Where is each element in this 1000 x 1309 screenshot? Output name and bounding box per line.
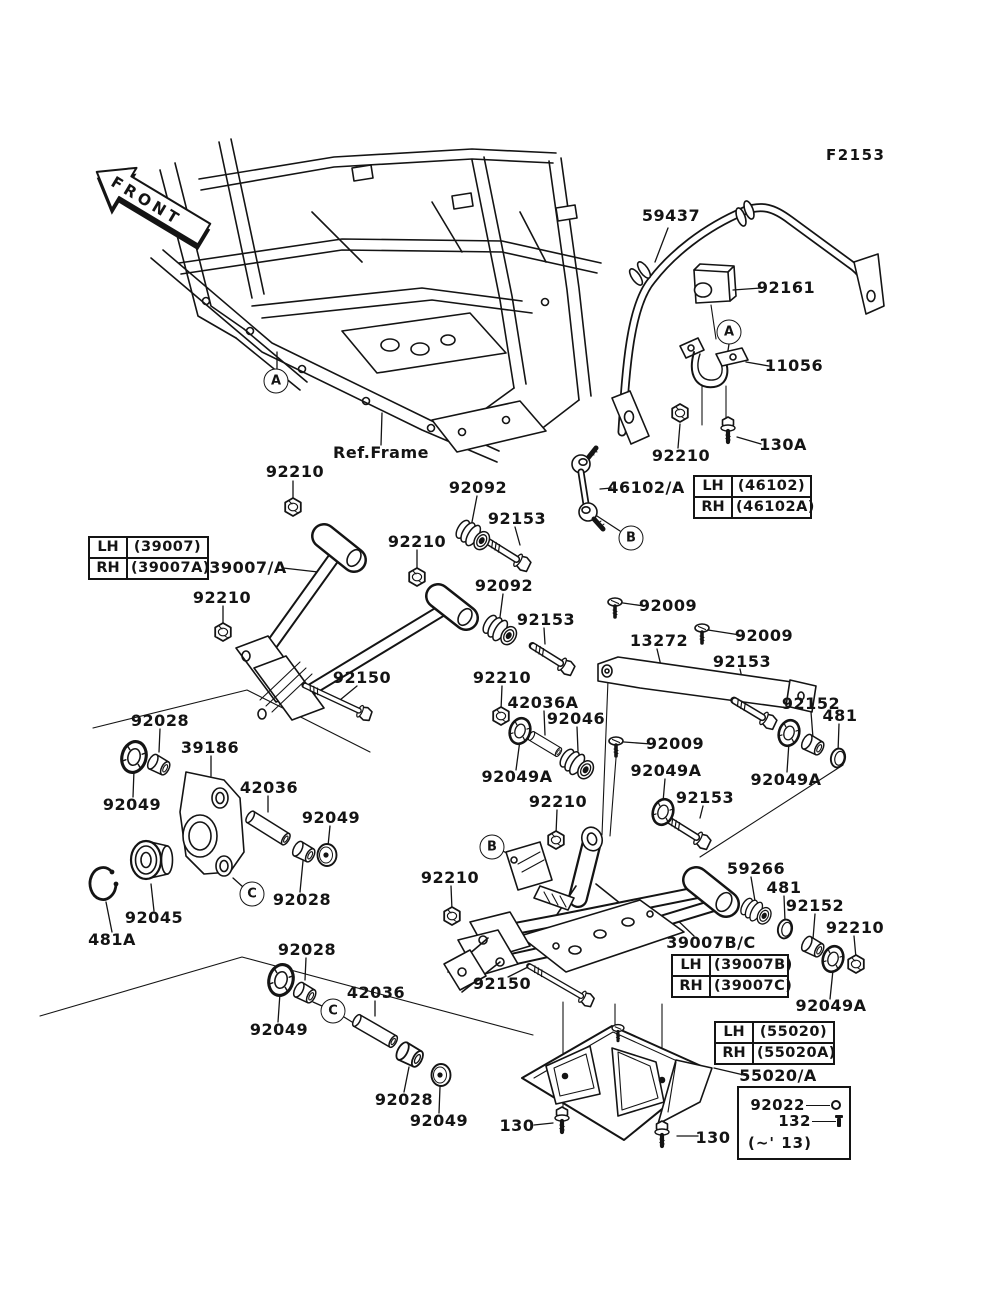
callout-b: B <box>480 835 505 860</box>
part-label-92049: 92049 <box>409 1111 469 1130</box>
lh-rh-table-39007bc <box>671 954 793 998</box>
part-label-92028: 92028 <box>272 890 332 909</box>
collar-icon <box>291 840 318 864</box>
part-label-11056: 11056 <box>764 356 824 375</box>
screw-icon <box>608 598 622 617</box>
clamp-11056 <box>680 338 748 387</box>
model-year-note: (~' 13) <box>748 1134 812 1152</box>
part-label-92210: 92210 <box>420 868 480 887</box>
part-label-92092: 92092 <box>474 576 534 595</box>
part-label-39007B/C: 39007B/C <box>666 933 756 952</box>
rubber-bushing-icon <box>738 895 775 927</box>
part-label-92049A: 92049A <box>630 761 702 780</box>
part-label-39007/A: 39007/A <box>209 558 287 577</box>
nut-icon <box>493 707 509 725</box>
oil-seal-icon <box>265 962 296 998</box>
callout-a: A <box>264 369 289 394</box>
part-label-92028: 92028 <box>374 1090 434 1109</box>
table-row: LH (46102) <box>695 477 810 496</box>
front-arrow <box>82 151 218 262</box>
part-label-481: 481 <box>766 878 802 897</box>
frame-drawing <box>151 139 601 462</box>
part-label-92210: 92210 <box>472 668 532 687</box>
part-label-92210: 92210 <box>651 446 711 465</box>
part-label-92210: 92210 <box>825 918 885 937</box>
collar-icon <box>292 981 319 1005</box>
part-label-92009: 92009 <box>734 626 794 645</box>
lh-rh-table-46102 <box>693 475 815 519</box>
washer-icon <box>776 918 794 939</box>
part-label-92028: 92028 <box>277 940 337 959</box>
part-label-92045: 92045 <box>124 908 184 927</box>
part-label-481: 481 <box>822 706 858 725</box>
part-label-42036: 42036 <box>239 778 299 797</box>
part-label-92210: 92210 <box>265 462 325 481</box>
part-label-92152: 92152 <box>781 694 841 713</box>
nut-icon <box>444 907 460 925</box>
figure-code: F2153 <box>826 146 886 164</box>
table-row: LH (39007) <box>90 538 207 557</box>
part-label-Ref.Frame: Ref.Frame <box>333 443 429 462</box>
table-row: RH (39007A) <box>90 557 207 578</box>
flange-bolt-icon <box>555 1107 569 1132</box>
washer-cap-icon <box>432 1064 451 1086</box>
callout-b: B <box>619 526 644 551</box>
part-label-92153: 92153 <box>712 652 772 671</box>
screw-icon <box>695 624 709 643</box>
note-box-item: 92022 <box>750 1098 841 1112</box>
flange-bolt-icon <box>655 1121 669 1146</box>
part-label-92049: 92049 <box>102 795 162 814</box>
part-label-92153: 92153 <box>516 610 576 629</box>
table-row: RH (55020A) <box>716 1042 833 1063</box>
circlip-481a <box>90 868 118 900</box>
part-label-92049A: 92049A <box>481 767 553 786</box>
part-label-481A: 481A <box>88 930 136 949</box>
lh-rh-table-39007 <box>88 536 209 580</box>
part-label-92152: 92152 <box>785 896 845 915</box>
nut-icon <box>672 404 688 422</box>
table-row: LH (55020) <box>716 1023 833 1042</box>
part-label-13272: 13272 <box>629 631 689 650</box>
part-label-92049A: 92049A <box>750 770 822 789</box>
part-label-92049: 92049 <box>249 1020 309 1039</box>
table-row: LH (39007B) <box>673 956 787 975</box>
part-label-39186: 39186 <box>180 738 240 757</box>
part-label-130A: 130A <box>759 435 807 454</box>
sleeve-icon <box>351 1013 399 1048</box>
nut-icon <box>548 831 564 849</box>
part-label-55020/A: 55020/A <box>739 1066 817 1085</box>
oil-seal-icon <box>506 716 533 747</box>
callout-a: A <box>717 320 742 345</box>
rubber-bushing-icon <box>557 746 598 783</box>
part-label-92009: 92009 <box>638 596 698 615</box>
note-leader <box>806 1105 830 1106</box>
collar-icon <box>800 733 827 757</box>
note-leader <box>812 1121 836 1122</box>
part-label-92153: 92153 <box>675 788 735 807</box>
part-label-92150: 92150 <box>332 668 392 687</box>
bolt-icon <box>529 640 577 677</box>
bearing-92045 <box>131 841 173 879</box>
note-box-item: 132 <box>778 1114 841 1128</box>
nut-icon <box>215 623 231 641</box>
part-label-92210: 92210 <box>387 532 447 551</box>
table-row: RH (46102A) <box>695 496 810 517</box>
sleeve-icon <box>244 810 292 846</box>
callout-c: C <box>321 999 346 1024</box>
bolt-icon <box>485 536 533 573</box>
collar-icon <box>800 935 827 959</box>
nut-icon <box>285 498 301 516</box>
part-label-92009: 92009 <box>645 734 705 753</box>
part-label-92210: 92210 <box>192 588 252 607</box>
collar-icon <box>146 753 173 777</box>
part-label-46102/A: 46102/A <box>607 478 685 497</box>
part-label-59266: 59266 <box>726 859 786 878</box>
part-label-130: 130 <box>499 1116 535 1135</box>
callout-c: C <box>240 882 265 907</box>
knuckle-39186 <box>180 772 244 876</box>
part-label-92210: 92210 <box>528 792 588 811</box>
collar-icon <box>394 1040 426 1069</box>
front-arrow-label: FRONT <box>107 173 185 230</box>
part-label-59437: 59437 <box>641 206 701 225</box>
table-row: RH (39007C) <box>673 975 787 996</box>
washer-icon <box>829 747 847 768</box>
part-label-92049: 92049 <box>301 808 361 827</box>
screw-icon <box>609 737 623 756</box>
part-label-92046: 92046 <box>546 709 606 728</box>
part-label-42036A: 42036A <box>507 693 579 712</box>
part-label-42036: 42036 <box>346 983 406 1002</box>
lh-rh-table-55020 <box>714 1021 835 1065</box>
part-label-92049A: 92049A <box>795 996 867 1015</box>
rubber-bushing-icon <box>480 612 521 649</box>
oil-seal-icon <box>775 718 802 749</box>
part-label-92150: 92150 <box>472 974 532 993</box>
part-label-92161: 92161 <box>756 278 816 297</box>
nut-icon <box>848 955 864 973</box>
part-label-92153: 92153 <box>487 509 547 528</box>
washer-cap-icon <box>318 844 337 866</box>
part-label-92028: 92028 <box>130 711 190 730</box>
note-box <box>737 1086 851 1160</box>
nut-icon <box>409 568 425 586</box>
part-label-92092: 92092 <box>448 478 508 497</box>
flange-bolt-icon <box>721 417 735 442</box>
oil-seal-icon <box>118 739 149 775</box>
part-label-130: 130 <box>695 1128 731 1147</box>
washer-icon <box>831 1100 841 1110</box>
bushing-block-92161 <box>694 264 736 303</box>
screw-icon <box>837 1118 841 1127</box>
stabilizer-bar <box>612 200 884 444</box>
